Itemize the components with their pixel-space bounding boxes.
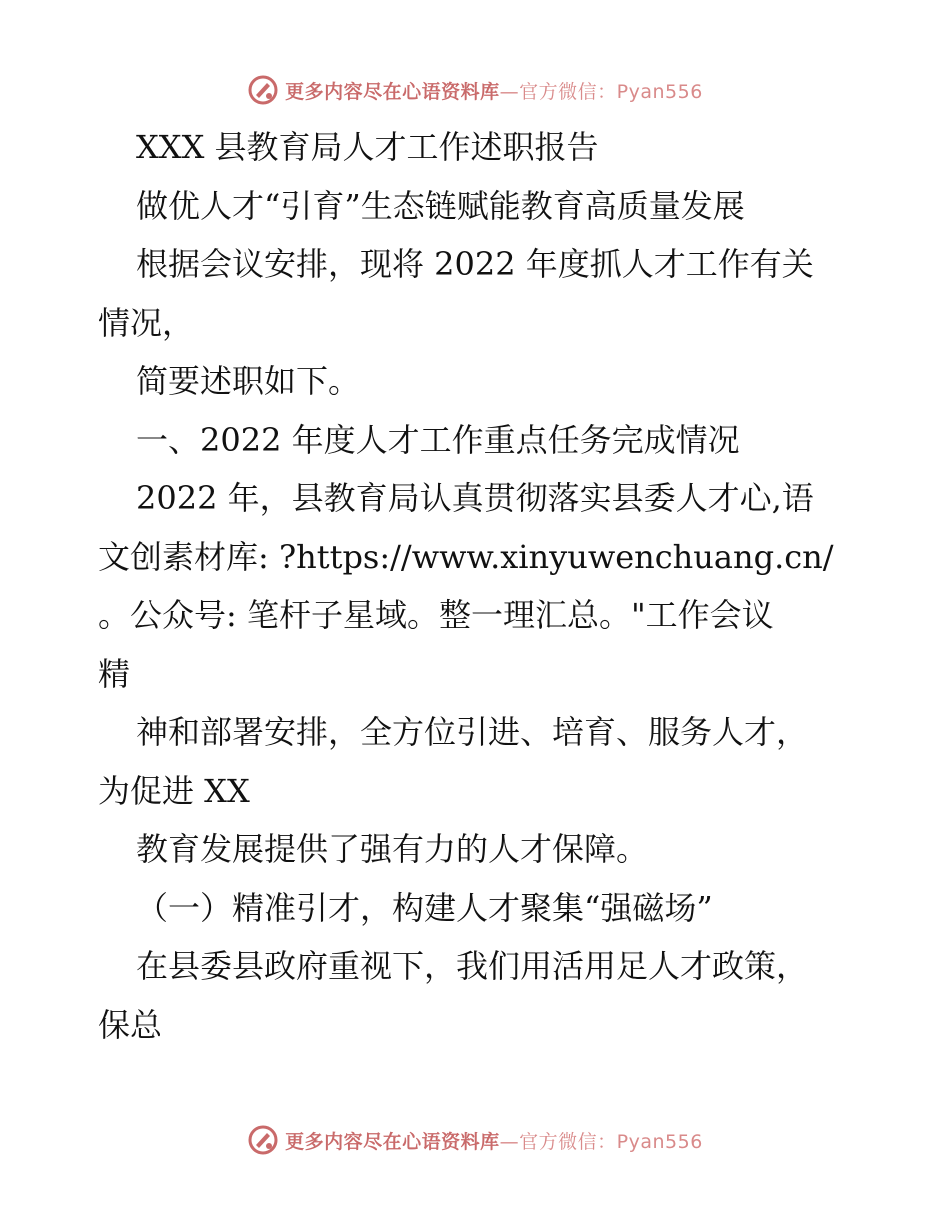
seal-logo-icon	[247, 1124, 279, 1156]
footer-watermark	[0, 1120, 950, 1160]
watermark-contact: 官方微信：Pyan556	[519, 80, 703, 103]
seal-logo-icon	[247, 74, 279, 106]
watermark-text	[285, 77, 703, 104]
document-line: 在县委县政府重视下，我们用活用足人才政策，	[136, 947, 809, 985]
document-line: XXX 县教育局人才工作述职报告	[136, 128, 599, 166]
document-line: 2022 年，县教育局认真贯彻落实县委人才心,语	[136, 479, 814, 517]
watermark-text	[285, 1127, 703, 1154]
document-line: 简要述职如下。	[136, 362, 361, 400]
document-line: 根据会议安排，现将 2022 年度抓人才工作有关	[136, 245, 814, 283]
document-line: 精	[98, 654, 131, 693]
document-line: 文创素材库: ?https://www.xinyuwenchuang.cn/	[98, 537, 834, 576]
watermark-separator: —	[499, 80, 520, 103]
document-line: 一、2022 年度人才工作重点任务完成情况	[136, 420, 740, 459]
document-line: 保总	[98, 1005, 163, 1044]
document-line: 为促进 XX	[98, 771, 250, 810]
watermark-contact: 官方微信：Pyan556	[519, 1130, 703, 1153]
watermark-brand: 更多内容尽在心语资料库	[285, 1130, 500, 1153]
document-line: 做优人才“引育”生态链赋能教育高质量发展	[136, 186, 745, 225]
document-line: 。公众号: 笔杆子星域。整一理汇总。"工作会议	[98, 596, 774, 634]
watermark-brand: 更多内容尽在心语资料库	[285, 80, 500, 103]
document-line: 情况，	[98, 303, 195, 342]
watermark-separator: —	[499, 1130, 520, 1153]
document-line: 教育发展提供了强有力的人才保障。	[136, 830, 649, 868]
document-line: 神和部署安排，全方位引进、培育、服务人才，	[136, 713, 809, 751]
header-watermark	[0, 70, 950, 110]
document-line: （一）精准引才，构建人才聚集“强磁场”	[136, 888, 713, 927]
